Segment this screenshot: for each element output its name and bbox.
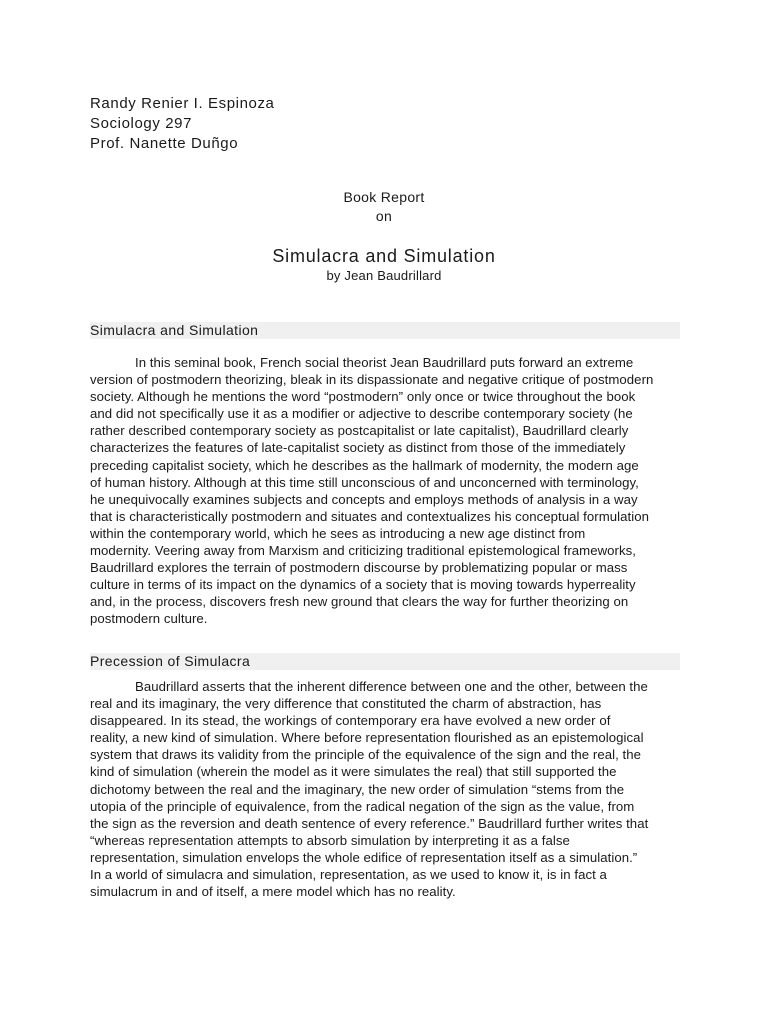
author-name: Randy Renier I. Espinoza [90,95,275,112]
paragraph-line: characterizes the features of late-capitalist society as distinct from those of the immediately [90,440,626,456]
paragraph-line: modernity. Veering away from Marxism and criticizing traditional epistemological frameworks, [90,543,636,559]
title-block [0,188,768,284]
paragraph-line: society. Although he mentions the word “postmodern” only once or twice throughout the book [90,389,636,405]
paragraph-line: culture in terms of its impact on the dynamics of a society that is moving towards hyperreality [90,577,636,593]
book-title: Simulacra and Simulation [272,246,496,266]
paragraph-line: In a world of simulacra and simulation, representation, as we used to know it, is in fact a [90,867,607,883]
paragraph-line: utopia of the principle of equivalence, from the radical negation of the sign as the value, from [90,798,635,814]
paragraph-line: version of postmodern theorizing, bleak in its dispassionate and negative critique of postmodern [90,372,654,388]
paragraph-line: simulacrum in and of itself, a mere model which has no reality. [90,884,456,900]
paragraph-line: disappeared. In its stead, the workings of contemporary era have evolved a new order of [90,713,611,729]
paragraph-line: he unequivocally examines subjects and concepts and employs methods of analysis in a way [90,491,638,507]
paragraph-line: preceding capitalist society, which he describes as the hallmark of modernity, the modern age [90,457,639,473]
paragraph-line: postmodern culture. [90,611,208,627]
section-heading-simulacra-and-simulation: Simulacra and Simulation [90,322,680,339]
book-author: by Jean Baudrillard [326,268,442,283]
paragraph-line: real and its imaginary, the very difference that constituted the charm of abstraction, has [90,696,602,712]
on-label: on [375,208,393,224]
paragraph-line: and did not specifically use it as a modifier or adjective to describe contemporary society (he [90,406,633,422]
paragraph-line: and, in the process, discovers fresh new ground that clears the way for further theorizing on [90,594,629,610]
section-paragraph-precession-of-simulacra [90,678,680,900]
paragraph-line: “whereas representation attempts to absorb simulation by interpreting it as a false [90,832,570,848]
paragraph-line: system that draws its validity from the principle of the equivalence of the sign and the real, the [90,747,642,763]
paragraph-line: Baudrillard explores the terrain of postmodern discourse by problematizing popular or mass [90,560,628,576]
section-paragraph-simulacra-and-simulation [90,354,680,628]
paragraph-line: of human history. Although at this time still unconscious of and unconcerned with terminology, [90,474,639,490]
paragraph-line: reality, a new kind of simulation. Where before representation flourished as an epistemological [90,730,644,746]
report-label: Book Report [343,189,425,205]
paragraph-line: that is characteristically postmodern and situates and contextualizes his conceptual formulation [90,508,649,524]
author-info [90,94,275,154]
course-name: Sociology 297 [90,115,193,132]
paragraph-line: rather described contemporary society as postcapitalist or late capitalist), Baudrillard clearly [90,423,629,439]
paragraph-line: dichotomy between the real and the imaginary, the new order of simulation “stems from the [90,781,625,797]
paragraph-line: Baudrillard asserts that the inherent difference between one and the other, between the [135,679,648,694]
section-heading-precession-of-simulacra: Precession of Simulacra [90,653,680,670]
paragraph-line: the sign as the reversion and death sentence of every reference.” Baudrillard further writes that [90,815,649,831]
professor-name: Prof. Nanette Duñgo [90,135,239,152]
paragraph-line: within the contemporary world, which he sees as introducing a new age distinct from [90,525,586,541]
paragraph-line: In this seminal book, French social theorist Jean Baudrillard puts forward an extreme [135,355,634,370]
paragraph-line: kind of simulation (wherein the model as it were simulates the real) that still supported the [90,764,617,780]
paragraph-line: representation, simulation envelops the whole edifice of representation itself as a simulation.” [90,849,638,865]
